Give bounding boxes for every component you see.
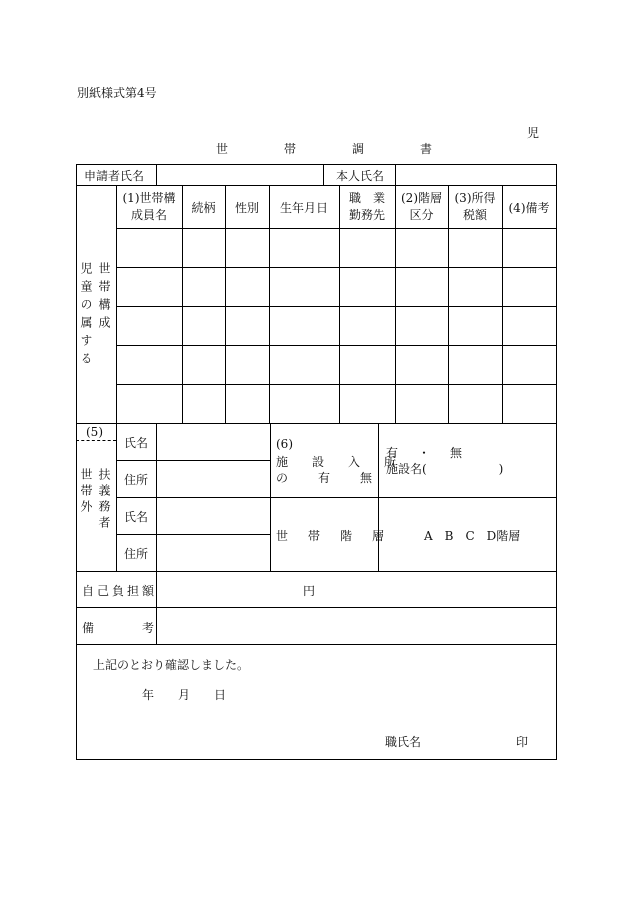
facility-number: (6)	[276, 437, 293, 451]
applicant-name-label: 申請者氏名	[84, 169, 145, 183]
dependent-2-address-label: 住所	[124, 547, 149, 561]
facility-presence-option[interactable]: 有 ・ 無	[386, 446, 467, 460]
dependent-1-address-label: 住所	[124, 473, 149, 487]
col-gender: 性別	[234, 201, 259, 215]
form-number: 別紙様式第4号	[77, 86, 157, 100]
facility-label-line2: の 有 無	[276, 471, 375, 485]
person-name-label: 本人氏名	[336, 169, 385, 183]
col-class: (2)階層 区分	[401, 191, 442, 222]
confirmation-text: 上記のとおり確認しました。	[93, 658, 250, 672]
col-birthdate: 生年月日	[279, 201, 328, 215]
household-section-label-col1: 世帯構成	[97, 262, 111, 334]
person-name-field[interactable]	[398, 167, 553, 183]
household-section-label-col2: 児童の属する	[79, 262, 93, 370]
col-member-name: (1)世帯構 成員名	[122, 191, 176, 222]
official-name-label: 職氏名	[385, 735, 422, 749]
applicant-name-field[interactable]	[160, 167, 320, 183]
dependent-1-name-field[interactable]	[160, 430, 265, 452]
household-class-options[interactable]: A B C D階層	[424, 529, 521, 543]
dependent-2-address-field[interactable]	[160, 541, 265, 563]
corner-label: 児	[527, 126, 540, 140]
dependents-label-col2: 世帯外	[79, 468, 93, 516]
dependent-1-name-label: 氏名	[124, 436, 149, 450]
dependent-2-name-label: 氏名	[124, 510, 149, 524]
col-income-tax: (3)所得 税額	[454, 191, 496, 222]
dependents-number: (5)	[86, 425, 103, 439]
facility-name-field[interactable]: 施設名( )	[386, 462, 504, 476]
document-title: 世 帯 調 書	[216, 142, 455, 156]
dependent-1-address-field[interactable]	[160, 467, 265, 489]
seal-mark: 印	[516, 735, 529, 749]
dependents-label-col1: 扶義務者	[97, 468, 111, 532]
remarks-label: 備 考	[82, 621, 155, 635]
confirmation-date: 年 月 日	[142, 688, 227, 702]
col-remarks: (4)備考	[508, 201, 550, 215]
facility-label-line1: 施 設 入 所	[276, 455, 403, 469]
self-burden-label: 自己負担額	[82, 584, 158, 598]
col-relationship: 続柄	[191, 201, 216, 215]
dependent-2-name-field[interactable]	[160, 504, 265, 526]
self-burden-unit: 円	[303, 584, 316, 598]
col-occupation: 職 業 勤務先	[348, 191, 385, 222]
household-class-label: 世 帯 階 層	[276, 529, 389, 543]
